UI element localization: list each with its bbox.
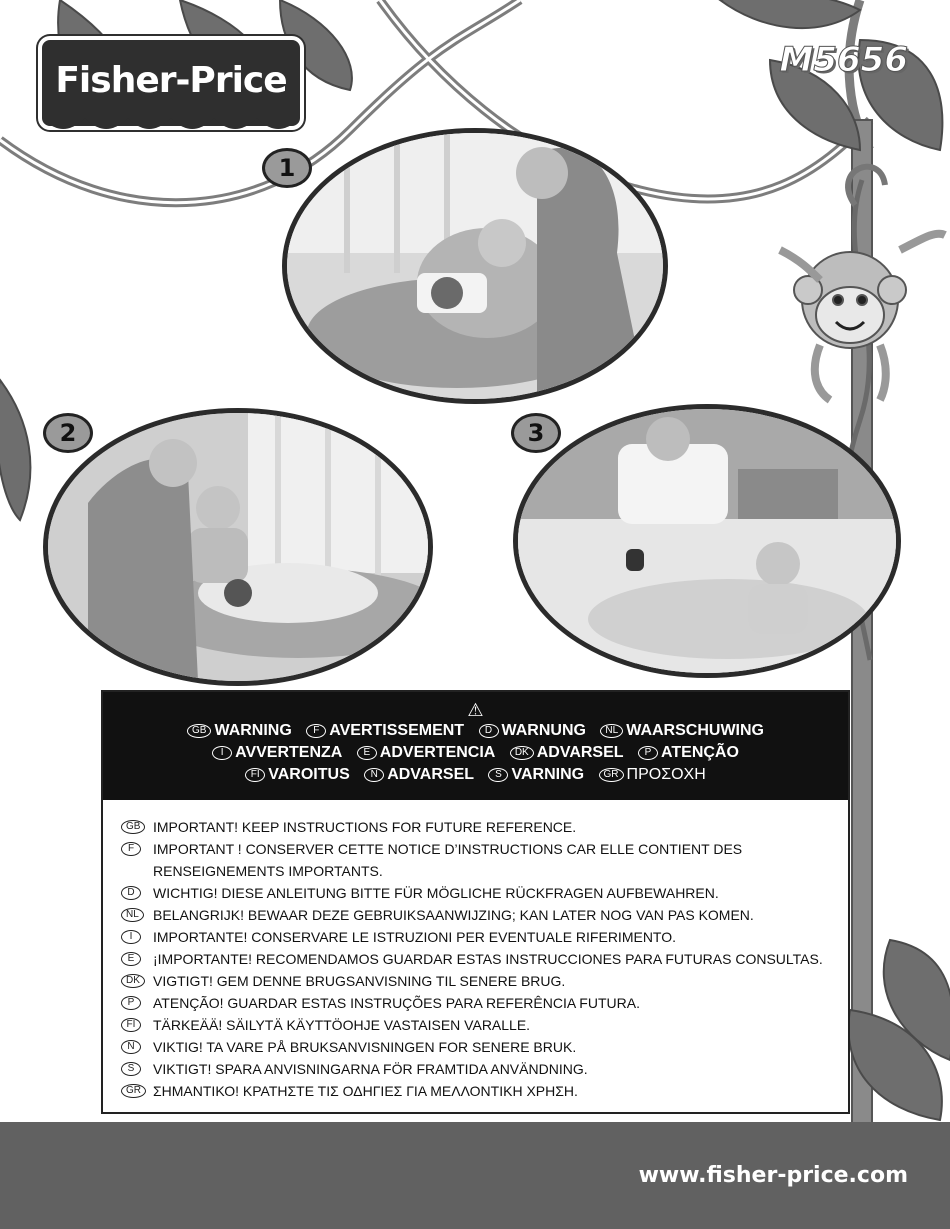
warning-text: VIKTIG! TA VARE PÅ BRUKSANVISNINGEN FOR SENERE BRUK. — [153, 1039, 577, 1055]
country-code-badge: N — [121, 1040, 141, 1054]
warning-text: ATENÇÃO! GUARDAR ESTAS INSTRUÇÕES PARA REFERÊNCIA FUTURA. — [153, 995, 640, 1011]
warning-heading: ATENÇÃO — [661, 744, 739, 761]
photo-step-1 — [282, 128, 668, 404]
warning-heading: ADVERTENCIA — [379, 744, 496, 761]
warning-text: IMPORTANT! KEEP INSTRUCTIONS FOR FUTURE REFERENCE. — [153, 819, 577, 835]
country-code-badge: P — [638, 746, 658, 760]
warning-heading: ΠΡΟΣΟΧΗ — [626, 766, 706, 783]
logo-text: Fisher-Price — [55, 59, 287, 101]
country-code-badge: D — [121, 886, 141, 900]
step-badge-2: 2 — [43, 413, 93, 453]
warning-heading: WARNUNG — [501, 722, 586, 739]
country-code-badge: S — [121, 1062, 141, 1076]
website-link[interactable]: www.fisher-price.com — [638, 1163, 908, 1188]
warning-triangle-icon: ⚠ — [467, 700, 484, 720]
warning-text: IMPORTANTE! CONSERVARE LE ISTRUZIONI PER EVENTUALE RIFERIMENTO. — [153, 929, 677, 945]
country-code-badge: GR — [599, 768, 624, 782]
country-code-badge: I — [212, 746, 232, 760]
warning-line — [121, 948, 848, 970]
country-code-badge: GR — [121, 1084, 146, 1098]
fisher-price-logo — [38, 36, 304, 130]
warning-text: BELANGRIJK! BEWAAR DEZE GEBRUIKSAANWIJZING; KAN LATER NOG VAN PAS KOMEN. — [153, 907, 754, 923]
country-code-badge: D — [479, 724, 499, 738]
country-code-badge: FI — [121, 1018, 141, 1032]
country-code-badge: P — [121, 996, 141, 1010]
warning-heading: VAROITUS — [268, 766, 350, 783]
warning-line — [121, 1036, 848, 1058]
warning-text: ΣΗΜΑΝΤΙΚΟ! ΚΡΑΤΗΣΤΕ ΤΙΣ ΟΔΗΓΙΕΣ ΓΙΑ ΜΕΛΛΟΝΤΙΚΗ ΧΡΗΣΗ. — [153, 1083, 578, 1099]
country-code-badge: E — [357, 746, 377, 760]
warning-line — [121, 816, 848, 838]
step-badge-3: 3 — [511, 413, 561, 453]
warning-heading: ADVARSEL — [387, 766, 475, 783]
warning-line — [121, 1014, 848, 1036]
warning-heading: WAARSCHUWING — [626, 722, 764, 739]
country-code-badge: E — [121, 952, 141, 966]
warning-line — [121, 904, 848, 926]
warning-heading: AVVERTENZA — [235, 744, 343, 761]
country-code-badge: NL — [121, 908, 144, 922]
warning-line — [121, 992, 848, 1014]
model-number: M5656 — [779, 40, 908, 80]
country-code-badge: NL — [600, 724, 623, 738]
warning-text-continued: RENSEIGNEMENTS IMPORTANTS. — [153, 863, 383, 879]
warning-text: ¡IMPORTANTE! RECOMENDAMOS GUARDAR ESTAS INSTRUCCIONES PARA FUTURAS CONSULTAS. — [153, 951, 823, 967]
country-code-badge: FI — [245, 768, 265, 782]
country-code-badge: N — [364, 768, 384, 782]
warning-header — [103, 692, 848, 800]
warning-heading: AVERTISSEMENT — [329, 722, 465, 739]
photo-step-3 — [513, 404, 901, 678]
warning-line — [121, 838, 848, 882]
warning-heading-row — [103, 720, 848, 742]
warning-heading: VARNING — [511, 766, 585, 783]
country-code-badge: GB — [121, 820, 145, 834]
warning-line — [121, 970, 848, 992]
warning-line — [121, 1058, 848, 1080]
warning-heading: WARNING — [214, 722, 292, 739]
warning-heading-row — [103, 742, 848, 764]
country-code-badge: F — [121, 842, 141, 856]
country-code-badge: F — [306, 724, 326, 738]
warning-list — [103, 800, 848, 1102]
warning-box — [101, 690, 850, 1114]
warning-line — [121, 882, 848, 904]
warning-text: WICHTIG! DIESE ANLEITUNG BITTE FÜR MÖGLICHE RÜCKFRAGEN AUFBEWAHREN. — [153, 885, 719, 901]
country-code-badge: GB — [187, 724, 211, 738]
country-code-badge: DK — [510, 746, 534, 760]
step-badge-1: 1 — [262, 148, 312, 188]
warning-text: TÄRKEÄÄ! SÄILYTÄ KÄYTTÖOHJE VASTAISEN VARALLE. — [153, 1017, 531, 1033]
country-code-badge: S — [488, 768, 508, 782]
warning-heading: ADVARSEL — [536, 744, 624, 761]
warning-text: VIKTIGT! SPARA ANVISNINGARNA FÖR FRAMTIDA ANVÄNDNING. — [153, 1061, 588, 1077]
country-code-badge: I — [121, 930, 141, 944]
warning-text: VIGTIGT! GEM DENNE BRUGSANVISNING TIL SENERE BRUG. — [153, 973, 566, 989]
country-code-badge: DK — [121, 974, 145, 988]
photo-step-2 — [43, 408, 433, 686]
warning-heading-row — [103, 764, 848, 786]
warning-text: IMPORTANT ! CONSERVER CETTE NOTICE D’INSTRUCTIONS CAR ELLE CONTIENT DES — [153, 841, 743, 857]
warning-line — [121, 1080, 848, 1102]
warning-line — [121, 926, 848, 948]
